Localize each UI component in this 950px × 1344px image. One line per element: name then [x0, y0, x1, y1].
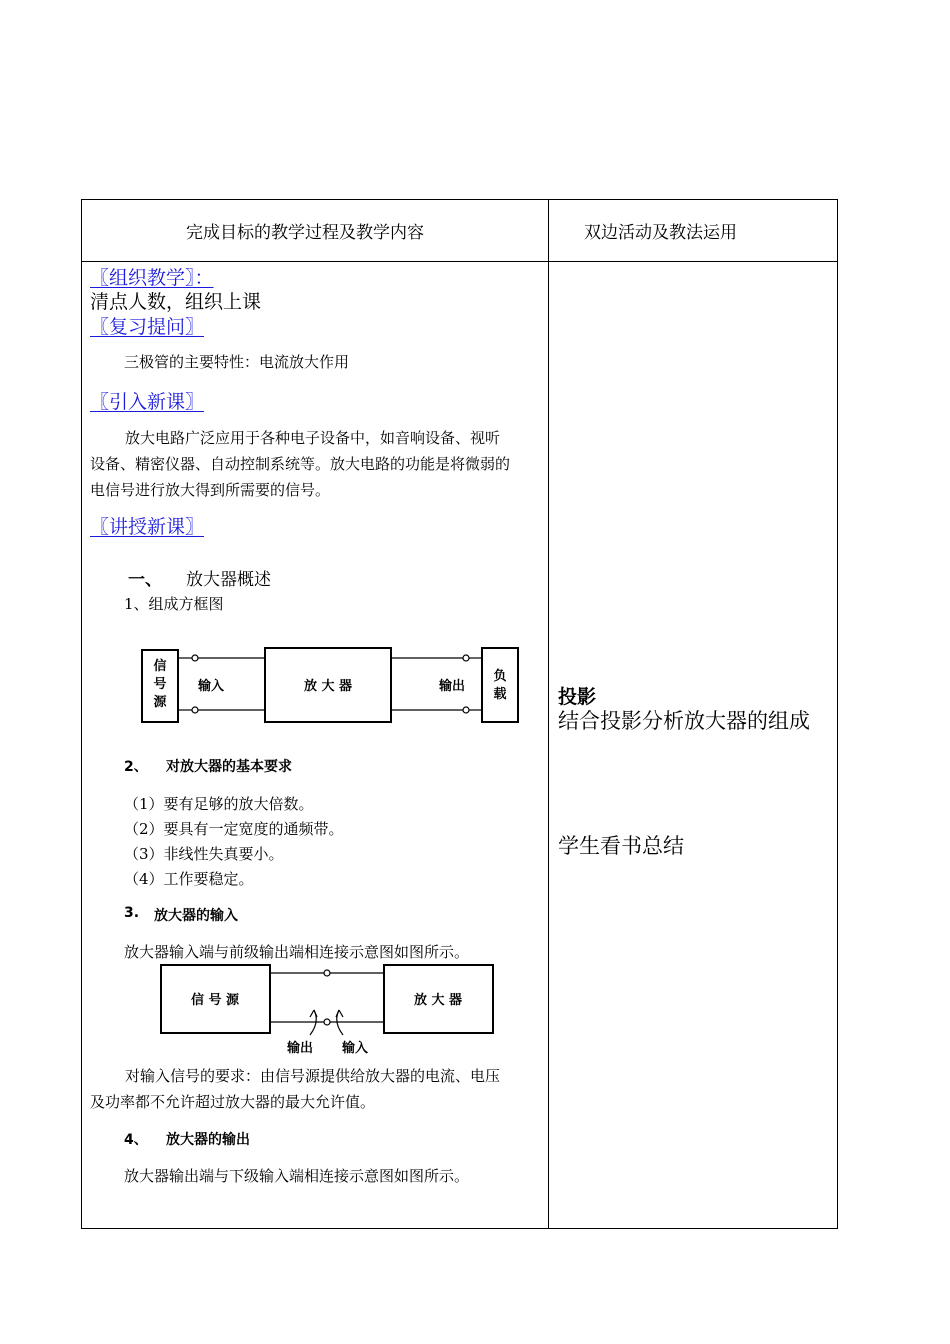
input-connection-diagram	[150, 960, 510, 1060]
signal-source-char-2: 号	[153, 677, 167, 692]
organize-heading: 〖组织教学〗：	[90, 267, 214, 289]
teach-heading: 〖讲授新课〗	[90, 516, 205, 538]
output-label: 输出	[438, 679, 466, 694]
intro-line-3: 电信号进行放大得到所需要的信号。	[90, 481, 331, 499]
block-diagram	[130, 640, 530, 740]
requirement-4: （4）工作要稳定。	[124, 870, 254, 888]
table-border-top	[81, 199, 838, 200]
output-terminal-top	[463, 655, 469, 661]
load-box	[482, 648, 518, 722]
review-text: 三极管的主要特性：电流放大作用	[124, 353, 350, 371]
item3-text: 放大器输入端与前级输出端相连接示意图如图所示。	[124, 943, 470, 961]
item4-text: 放大器输出端与下级输入端相连接示意图如图所示。	[124, 1167, 470, 1185]
intro-line-2: 设备、精密仪器、自动控制系统等。放大电路的功能是将微弱的	[90, 455, 511, 473]
load-char-2: 载	[493, 687, 507, 702]
student-text: 学生看书总结	[558, 834, 684, 858]
output-label-2: 输出	[286, 1041, 314, 1056]
input-label: 输入	[197, 679, 225, 694]
signal-source-label-2: 信 号 源	[190, 993, 240, 1008]
input-label-2: 输入	[341, 1041, 369, 1056]
section1-number: 一、	[128, 570, 162, 590]
item2-title: 对放大器的基本要求	[166, 759, 292, 775]
requirements-list	[124, 792, 344, 892]
table-header-divider	[81, 261, 838, 262]
amplifier-label: 放 大 器	[303, 679, 353, 694]
organize-text: 清点人数，组织上课	[90, 291, 262, 313]
load-char-1: 负	[493, 669, 507, 684]
amplifier-label-2: 放 大 器	[413, 993, 463, 1008]
input-requirement-paragraph	[90, 1063, 545, 1115]
input-req-line-2: 及功率都不允许超过放大器的最大允许值。	[90, 1093, 376, 1111]
input-req-line-1: 对输入信号的要求：由信号源提供给放大器的电流、电压	[125, 1067, 501, 1085]
output-terminal-bottom	[463, 707, 469, 713]
header-left: 完成目标的教学过程及教学内容	[186, 223, 424, 243]
requirement-3: （3）非线性失真要小。	[124, 845, 284, 863]
item1-label: 1、组成方框图	[124, 595, 224, 613]
intro-line-1: 放大电路广泛应用于各种电子设备中，如音响设备、视听	[125, 429, 501, 447]
review-heading: 〖复习提问〗	[90, 316, 205, 338]
intro-paragraph	[90, 425, 545, 503]
section1-title: 放大器概述	[186, 570, 271, 590]
item4-number: 4、	[124, 1132, 148, 1148]
header-right: 双边活动及教法运用	[584, 223, 737, 243]
item3-number: 3.	[124, 905, 140, 921]
projection-text: 结合投影分析放大器的组成	[558, 709, 810, 733]
table-column-divider	[548, 199, 549, 1229]
item4-title: 放大器的输出	[166, 1132, 250, 1148]
intro-heading: 〖引入新课〗	[90, 391, 205, 413]
table-border-bottom	[81, 1228, 838, 1229]
table-border-left	[81, 199, 82, 1229]
requirement-1: （1）要有足够的放大倍数。	[124, 795, 314, 813]
terminal-bottom	[324, 1019, 330, 1025]
signal-source-char-1: 信	[153, 659, 167, 674]
projection-title: 投影	[558, 686, 597, 708]
table-border-right	[837, 199, 838, 1229]
item2-number: 2、	[124, 759, 148, 775]
item3-title: 放大器的输入	[154, 908, 238, 924]
signal-source-char-3: 源	[153, 695, 167, 710]
terminal-top	[324, 970, 330, 976]
input-terminal-top	[192, 655, 198, 661]
input-terminal-bottom	[192, 707, 198, 713]
requirement-2: （2）要具有一定宽度的通频带。	[124, 820, 344, 838]
